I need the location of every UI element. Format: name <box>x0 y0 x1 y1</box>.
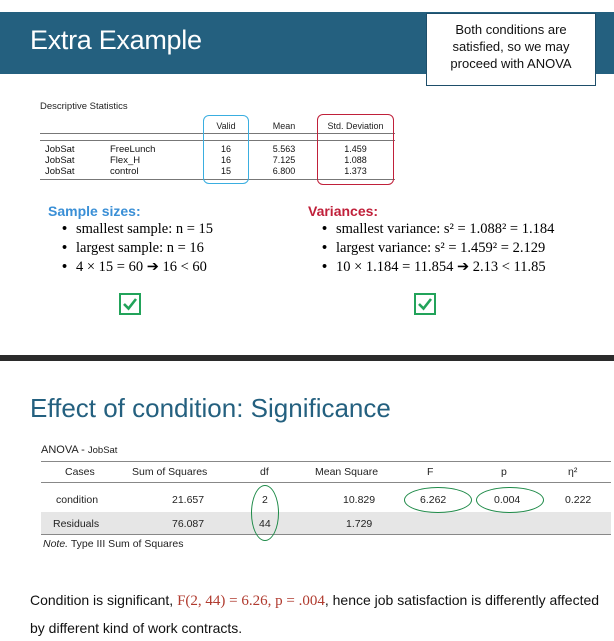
variance-bullet: • 10 × 1.184 = 11.854 ➔ 2.13 < 11.85 <box>322 259 546 275</box>
checkbox-icon <box>119 293 141 315</box>
callout-box <box>426 13 596 86</box>
anova-note: Note. Type III Sum of Squares <box>43 538 184 550</box>
anova-rule-mid <box>41 482 611 483</box>
anova-col-p: p <box>501 466 507 478</box>
anova-rule-top <box>41 461 611 462</box>
anova-cell-f: 6.262 <box>420 494 447 506</box>
sample-bullet: • 4 × 15 = 60 ➔ 16 < 60 <box>62 259 207 275</box>
slide2-title: Effect of condition: Significance <box>30 393 391 423</box>
descriptives-title: Descriptive Statistics <box>40 101 128 112</box>
table-cell-sd: 1.459 <box>344 144 367 154</box>
anova-cell-ms: 10.829 <box>343 494 376 506</box>
anova-cell-df: 44 <box>259 518 271 530</box>
table-cell-group: FreeLunch <box>110 144 156 155</box>
table-cell-sd: 1.373 <box>344 166 367 176</box>
anova-row-shade <box>41 512 611 534</box>
checkmark-icon <box>121 295 139 313</box>
sample-bullet: • largest sample: n = 16 <box>62 240 204 256</box>
anova-col-ss: Sum of Squares <box>132 466 208 478</box>
anova-col-eta: η² <box>568 466 578 478</box>
anova-cell-eta: 0.222 <box>565 494 592 506</box>
checkbox-icon <box>414 293 436 315</box>
sd-highlight-box <box>317 114 394 185</box>
anova-rule-bottom <box>41 534 611 535</box>
table-cell-valid: 16 <box>220 155 231 165</box>
col-header-mean: Mean <box>272 121 296 131</box>
slide-title: Extra Example <box>30 25 202 55</box>
col-header-sd: Std. Deviation <box>327 121 384 131</box>
variance-bullet: • largest variance: s² = 1.459² = 2.129 <box>322 240 546 256</box>
callout-line: proceed with ANOVA <box>450 56 572 71</box>
f-highlight-circle <box>404 487 472 513</box>
table-cell-mean: 7.125 <box>272 155 296 165</box>
callout-line: Both conditions are <box>455 22 567 37</box>
anova-cell-ms: 1.729 <box>346 518 373 530</box>
table-cell-valid: 16 <box>220 144 231 154</box>
slide-divider <box>0 355 614 361</box>
anova-cell-case: condition <box>56 494 99 506</box>
table-cell-var: JobSat <box>45 166 75 177</box>
anova-cell-ss: 76.087 <box>172 518 205 530</box>
anova-cell-df: 2 <box>262 494 268 506</box>
p-highlight-circle <box>476 487 544 513</box>
df-highlight-circle <box>251 485 279 541</box>
table-cell-mean: 6.800 <box>272 166 296 176</box>
anova-col-df: df <box>260 466 269 478</box>
sample-sizes-heading: Sample sizes: <box>48 203 141 219</box>
checkmark-icon <box>416 295 434 313</box>
anova-col-ms: Mean Square <box>315 466 379 478</box>
table-cell-var: JobSat <box>45 144 75 155</box>
callout-line: satisfied, so we may <box>452 39 570 54</box>
anova-cell-p: 0.004 <box>494 494 521 506</box>
sample-bullet: • smallest sample: n = 15 <box>62 221 214 237</box>
table-cell-var: JobSat <box>45 155 75 166</box>
conclusion-text: Condition is significant, F(2, 44) = 6.26, p = .004, hence job satisfaction is differently affected by different kind of work contracts. <box>30 592 600 636</box>
anova-col-f: F <box>427 466 434 478</box>
variance-bullet: • smallest variance: s² = 1.088² = 1.184 <box>322 221 555 237</box>
anova-cell-case: Residuals <box>53 518 100 530</box>
variances-heading: Variances: <box>308 203 379 219</box>
anova-title: ANOVA - JobSat <box>41 444 118 456</box>
table-cell-group: control <box>110 166 139 177</box>
table-cell-valid: 15 <box>220 166 231 176</box>
table-cell-sd: 1.088 <box>344 155 367 165</box>
valid-highlight-box <box>203 115 249 184</box>
anova-cell-ss: 21.657 <box>172 494 205 506</box>
col-header-valid: Valid <box>216 121 236 131</box>
anova-col-cases: Cases <box>65 466 95 478</box>
table-cell-group: Flex_H <box>110 155 141 166</box>
table-cell-mean: 5.563 <box>272 144 296 154</box>
